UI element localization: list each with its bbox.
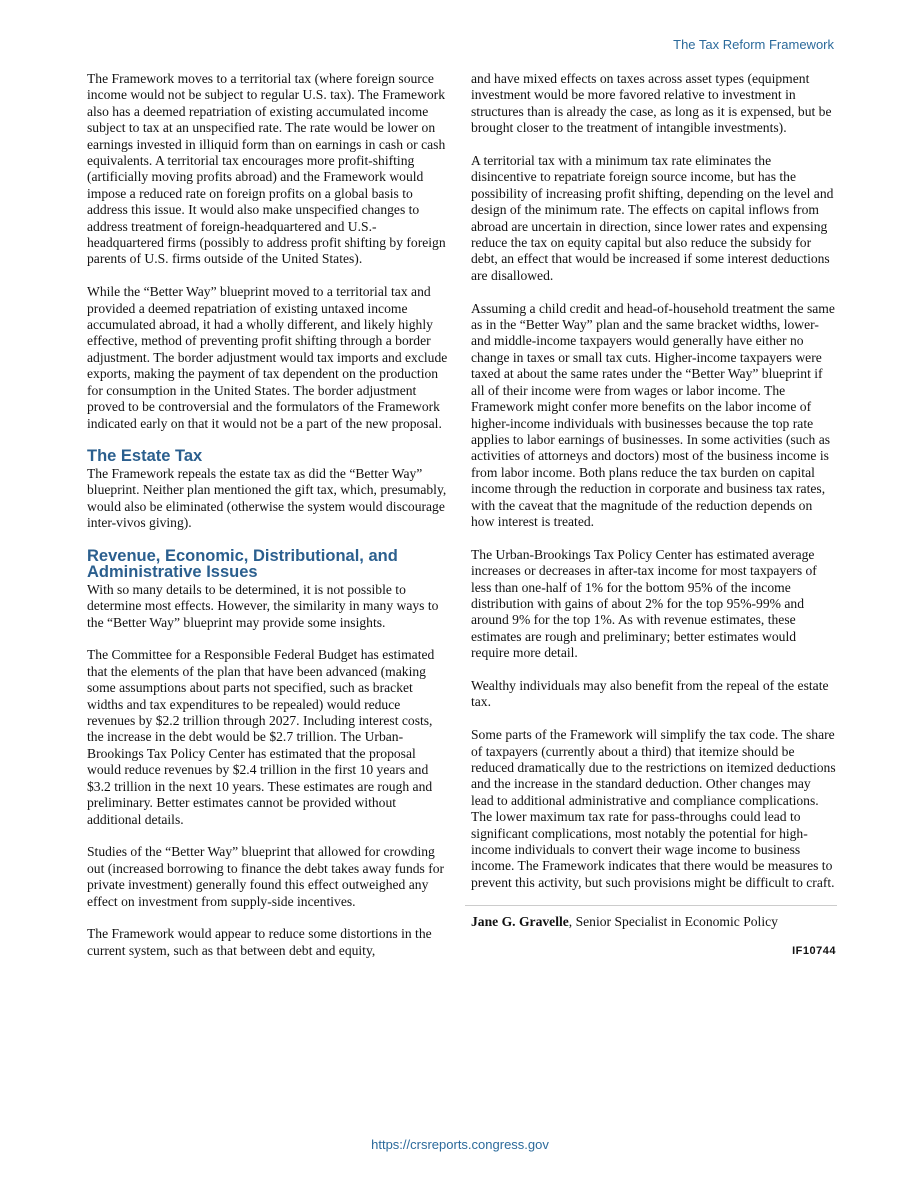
body-paragraph: With so many details to be determined, it is not possible to determine most effects. However, the similarity in many ways to the “Better Way” blueprint may provide some insights. — [87, 581, 439, 630]
body-paragraph: While the “Better Way” blueprint moved to a territorial tax and provided a deemed repatriation of existing untaxed income accumulated abroad, it had a wholly different, and likely highly effective, method of preventing profit shifting through a border adjustment. The border adjustment would tax imports and exclude exports, making the payment of tax dependent on the production for consumption in the United States. The border adjustment proved to be controversial and the formulators of the Framework indicated early on that it would not be a part of the new proposal. — [87, 284, 448, 431]
body-paragraph: The Framework repeals the estate tax as did the “Better Way” blueprint. Neither plan mentioned the gift tax, which, presumably, would also be eliminated (otherwise the system would discourage inter-vivos giving). — [87, 465, 447, 531]
body-paragraph: The Urban-Brookings Tax Policy Center has estimated average increases or decreases in after-tax income for most taxpayers of less than one-half of 1% for the bottom 95% of the income distribution with gains of about 2% for the top 95%-99% and around 9% for the top 1%. As with revenue estimates, these estimates are rough and preliminary; better estimates would require more detail. — [471, 546, 817, 661]
author-title: , Senior Specialist in Economic Policy — [568, 914, 778, 930]
body-paragraph: The Framework moves to a territorial tax (where foreign source income would not be subject to regular U.S. tax). The Framework also has a deemed repatriation of existing accumulated income subject to tax at an unspecified rate. The rate would be lower on earnings invested in illiquid form than on earnings in cash or cash equivalents. A territorial tax encourages more profit-shifting (artificially moving profits abroad) and the Framework would impose a reduced rate on foreign profits on a global basis to address this issue. It would also make unspecified changes to address treatment of foreign-headquartered and U.S.-headquartered firms (possibly to address profit shifting by foreign parents of U.S. firms outside of the United States). — [87, 71, 446, 267]
body-paragraph: The Framework would appear to reduce some distortions in the current system, such as that between debt and equity, — [87, 926, 432, 958]
section-heading-estate-tax: The Estate Tax — [87, 447, 203, 466]
footer-url-link[interactable]: https://crsreports.congress.gov — [371, 1137, 549, 1152]
right-column — [471, 71, 836, 957]
body-paragraph: Assuming a child credit and head-of-household treatment the same as in the “Better Way” plan and the same bracket widths, lower- and middle-income taxpayers would generally have either no change in taxes or small tax cuts. Higher-income taxpayers were taxed at about the same rates under the “Better Way” blueprint if all of their income were from wages or labor income. The Framework might confer more benefits on the labor income of higher-income individuals with businesses because the top rate applies to labor earnings of businesses. In some activities (such as activities of attorneys and doctors) most of the business income is from labor income. Both plans reduce the tax burden on capital income through the reduction in corporate and business tax rates, with the caveat that the magnitude of the reduction depends on how interest is treated. — [471, 300, 835, 529]
body-paragraph: The Committee for a Responsible Federal Budget has estimated that the elements of the plan that have been advanced (making some assumptions about parts not specified, such as bracket widths and tax expenditures to be repealed) would reduce revenues by $2.2 trillion through 2027. Including interest costs, the increase in the debt would be $2.7 trillion. The Urban-Brookings Tax Policy Center has estimated that the proposal would reduce revenues by $2.4 trillion in the first 10 years and $3.2 trillion in the next 10 years. These estimates are rough and preliminary. Better estimates cannot be provided without additional details. — [87, 647, 435, 827]
running-header-title: The Tax Reform Framework — [673, 37, 834, 52]
body-paragraph: Some parts of the Framework will simplify the tax code. The share of taxpayers (currently about a third) that itemize should be reduced dramatically due to the restrictions on itemized deductions and the increase in the standard deduction. Other changes may lead to additional administrative and compliance complications. The lower maximum tax rate for pass-throughs could lead to significant complications, most notably the potential for high-income individuals to convert their wage income to business income. The Framework indicates that there would be measures to prevent this activity, but such provisions might be difficult to craft. — [471, 727, 836, 890]
report-id: IF10744 — [792, 944, 836, 957]
left-column — [87, 71, 450, 976]
body-paragraph: Wealthy individuals may also benefit from the repeal of the estate tax. — [471, 677, 829, 710]
body-paragraph: Studies of the “Better Way” blueprint that allowed for crowding out (increased borrowing to finance the debt takes away funds for private investment) generally found this effect outweighed any effect on investment from supply-side incentives. — [87, 844, 445, 909]
author-name: Jane G. Gravelle — [471, 914, 569, 930]
section-heading-revenue-issues: Revenue, Economic, Distributional, and Administrative Issues — [87, 546, 398, 582]
author-signature — [471, 914, 836, 930]
body-paragraph: A territorial tax with a minimum tax rate eliminates the disincentive to repatriate foreign source income, but has the possibility of increasing profit shifting, depending on the level and design of the minimum rate. The effects on capital inflows from abroad are uncertain in direction, since lower rates and expensing reduce the tax on equity capital but also reduce the subsidy for debt, an effect that would be increased if some interest deductions are disallowed. — [471, 153, 834, 283]
signature-divider — [465, 905, 837, 906]
body-paragraph: and have mixed effects on taxes across asset types (equipment investment would be more favored relative to investment in structures than is already the case, as long as it is expensed, but be brought closer to the treatment of intangible investments). — [471, 71, 832, 136]
